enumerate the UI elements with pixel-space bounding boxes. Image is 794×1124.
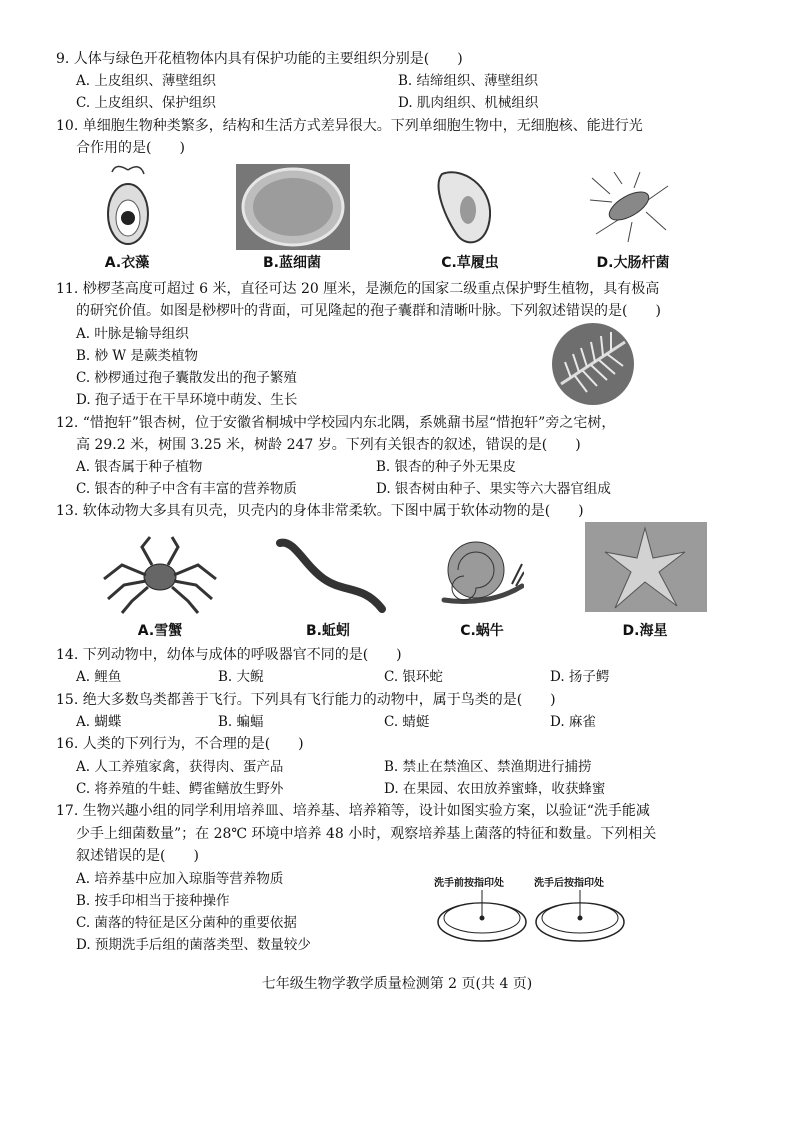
q16-option-d: D. 在果园、农田放养蜜蜂，收获蜂蜜 — [384, 781, 606, 797]
q17-stem-line1: 17. 生物兴趣小组的同学利用培养皿、培养基、培养箱等，设计如图实验方案，以验证“洗手能减 — [56, 803, 650, 819]
paramecium-image — [432, 166, 502, 250]
q12-stem-line1: 12. “惜抱轩”银杏树，位于安徽省桐城中学校园内东北隅，系姚鼐书屋“惜抱轩”旁之宅树， — [56, 415, 616, 431]
q9-option-a: A. 上皮组织、薄壁组织 — [76, 73, 216, 89]
q17-stem-line3: 叙述错误的是( ) — [76, 848, 199, 864]
q10-stem-line1: 10. 单细胞生物种类繁多，结构和生活方式差异很大。下列单细胞生物中，无细胞核、能进行光 — [56, 118, 643, 134]
tree-fern-leaf-image — [551, 322, 635, 406]
q10-caption-d: D.大肠杆菌 — [596, 255, 670, 271]
cyanobacteria-image — [236, 164, 350, 250]
q11-option-b: B. 桫 W 是蕨类植物 — [76, 348, 198, 364]
page-footer: 七年级生物学教学质量检测第 2 页(共 4 页) — [261, 976, 533, 992]
q16-option-b: B. 禁止在禁渔区、禁渔期进行捕捞 — [384, 759, 592, 775]
petri-dish-after — [534, 890, 626, 944]
petri-dish-before — [436, 890, 528, 944]
q17-stem-line2: 少手上细菌数量”；在 28℃ 环境中培养 48 小时，观察培养基上菌落的特征和数量。下列相关 — [76, 826, 657, 842]
q9-option-b: B. 结缔组织、薄壁组织 — [398, 73, 539, 89]
snail-image — [440, 538, 524, 608]
q14-option-d: D. 扬子鳄 — [550, 669, 610, 685]
q13-stem: 13. 软体动物大多具有贝壳，贝壳内的身体非常柔软。下图中属于软体动物的是( ) — [56, 503, 584, 519]
q13-caption-d: D.海星 — [622, 623, 668, 639]
q10-caption-b: B.蓝细菌 — [263, 255, 321, 271]
q13-caption-b: B.蚯蚓 — [306, 623, 350, 639]
q11-stem-line2: 的研究价值。如图是桫椤叶的背面，可见隆起的孢子囊群和清晰叶脉。下列叙述错误的是( ) — [76, 303, 661, 319]
dish-label-before: 洗手前按指印处 — [434, 878, 504, 889]
q17-option-a: A. 培养基中应加入琼脂等营养物质 — [76, 871, 284, 887]
q12-stem-line2: 高 29.2 米，树围 3.25 米，树龄 247 岁。下列有关银杏的叙述，错误的是( ) — [76, 437, 581, 453]
chlamydomonas-image — [98, 162, 158, 250]
q11-stem-line1: 11. 桫椤茎高度可超过 6 米，直径可达 20 厘米，是濒危的国家二级重点保护野生植物，具有极高 — [56, 281, 660, 297]
q9-option-d: D. 肌肉组织、机械组织 — [398, 95, 539, 111]
q17-option-c: C. 菌落的特征是区分菌种的重要依据 — [76, 915, 297, 931]
snow-crab-image — [102, 535, 218, 615]
q10-caption-a: A.衣藻 — [104, 255, 150, 271]
q15-option-a: A. 蝴蝶 — [76, 714, 122, 730]
q15-option-c: C. 蜻蜓 — [384, 714, 430, 730]
e-coli-image — [588, 172, 670, 244]
q12-option-a: A. 银杏属于种子植物 — [76, 459, 203, 475]
q16-option-a: A. 人工养殖家禽，获得肉、蛋产品 — [76, 759, 284, 775]
q14-option-a: A. 鲤鱼 — [76, 669, 122, 685]
dish-label-after: 洗手后按指印处 — [534, 878, 604, 889]
q15-option-b: B. 蝙蝠 — [218, 714, 264, 730]
q9-stem: 9. 人体与绿色开花植物体内具有保护功能的主要组织分别是( ) — [56, 51, 463, 67]
q11-option-c: C. 桫椤通过孢子囊散发出的孢子繁殖 — [76, 370, 297, 386]
q14-option-c: C. 银环蛇 — [384, 669, 443, 685]
q14-stem: 14. 下列动物中，幼体与成体的呼吸器官不同的是( ) — [56, 647, 402, 663]
q10-caption-c: C.草履虫 — [441, 255, 499, 271]
q13-caption-c: C.蜗牛 — [460, 623, 504, 639]
q17-option-b: B. 按手印相当于接种操作 — [76, 893, 230, 909]
q13-caption-a: A.雪蟹 — [137, 623, 183, 639]
q16-option-c: C. 将养殖的牛蛙、鳄雀鳝放生野外 — [76, 781, 284, 797]
q14-option-b: B. 大鲵 — [218, 669, 264, 685]
q16-stem: 16. 人类的下列行为，不合理的是( ) — [56, 736, 304, 752]
q10-stem-line2: 合作用的是( ) — [76, 140, 185, 156]
q15-stem: 15. 绝大多数鸟类都善于飞行。下列具有飞行能力的动物中，属于鸟类的是( ) — [56, 692, 556, 708]
starfish-image — [585, 522, 707, 612]
q11-option-a: A. 叶脉是输导组织 — [76, 326, 189, 342]
earthworm-image — [274, 535, 386, 613]
q9-option-c: C. 上皮组织、保护组织 — [76, 95, 216, 111]
q15-option-d: D. 麻雀 — [550, 714, 596, 730]
q12-option-d: D. 银杏树由种子、果实等六大器官组成 — [376, 481, 611, 497]
q12-option-b: B. 银杏的种子外无果皮 — [376, 459, 517, 475]
q17-option-d: D. 预期洗手后组的菌落类型、数量较少 — [76, 937, 311, 953]
q12-option-c: C. 银杏的种子中含有丰富的营养物质 — [76, 481, 297, 497]
q11-option-d: D. 孢子适于在干旱环境中萌发、生长 — [76, 392, 298, 408]
